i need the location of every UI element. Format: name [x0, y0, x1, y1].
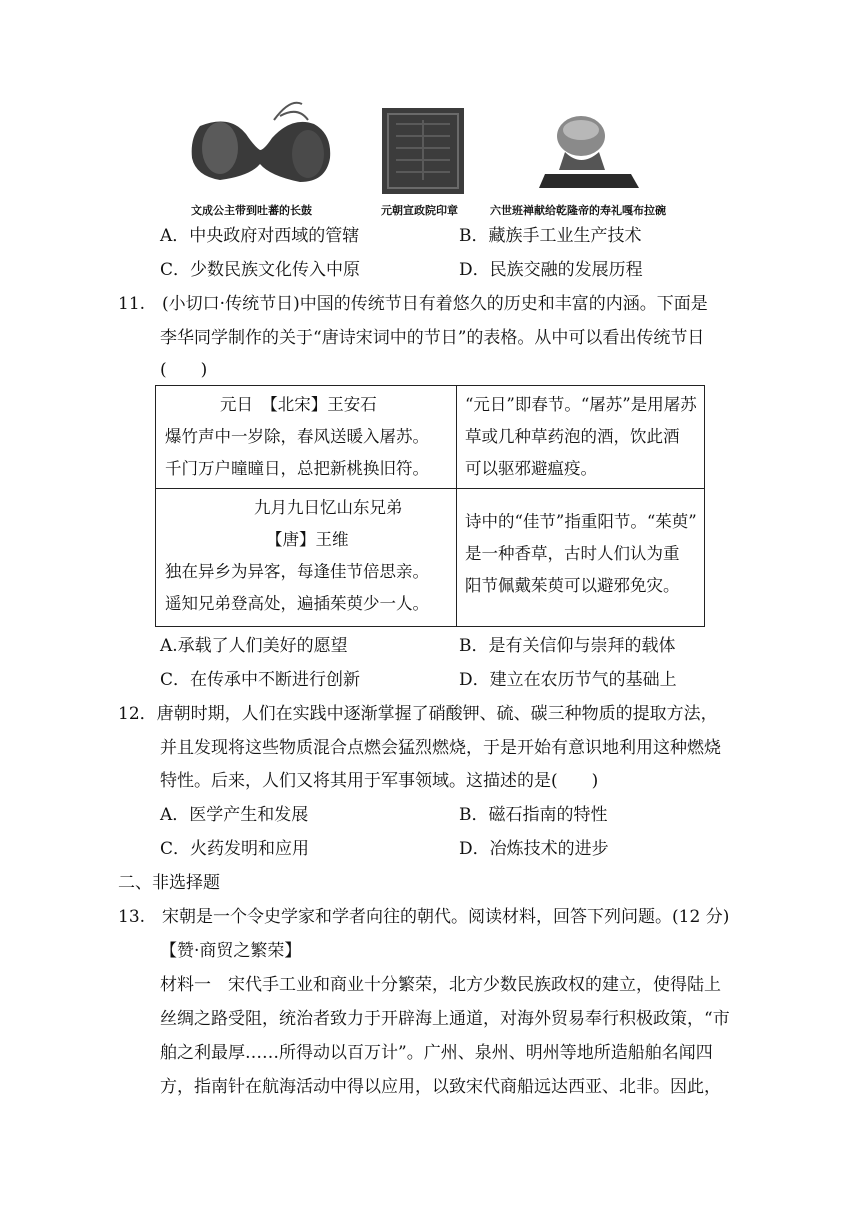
q12-option-d[interactable]: D．冶炼技术的进步: [459, 839, 609, 859]
note-yuanri-line1: “元日”即春节。“屠苏”是用屠苏: [465, 395, 697, 414]
table-cell-yuanri-note: [457, 386, 705, 489]
note-chongyang-line2: 是一种香草，古时人们认为重: [465, 544, 680, 563]
image-caption-drum: 文成公主带到吐蕃的长鼓: [191, 204, 312, 217]
q13-material-line1: 材料一 宋代手工业和商业十分繁荣，北方少数民族政权的建立，使得陆上: [160, 975, 721, 995]
q10-option-b[interactable]: B．藏族手工业生产技术: [459, 226, 642, 246]
table-cell-chongyang-note: [457, 489, 705, 627]
poem-yuanri-line1: 爆竹声中一岁除，春风送暖入屠苏。: [165, 427, 429, 446]
q12-stem-line3: 特性。后来，人们又将其用于军事领域。这描述的是( ): [160, 771, 599, 791]
kapala-bowl-photo: [535, 108, 645, 196]
note-yuanri-line2: 草或几种草药泡的酒，饮此酒: [465, 427, 680, 446]
q11-stem-line2: 李华同学制作的关于“唐诗宋词中的节日”的表格。从中可以看出传统节日: [160, 328, 705, 348]
q11-option-a[interactable]: A.承载了人们美好的愿望: [160, 636, 348, 656]
q11-option-b[interactable]: B．是有关信仰与崇拜的载体: [459, 636, 676, 656]
q10-option-a[interactable]: A．中央政府对西域的管辖: [160, 226, 360, 246]
image-caption-seal: 元朝宣政院印章: [381, 204, 458, 217]
festival-poem-table: [155, 385, 705, 627]
q11-option-d[interactable]: D．建立在农历节气的基础上: [459, 670, 677, 690]
yuan-seal-photo: [380, 106, 466, 196]
q12-option-b[interactable]: B．磁石指南的特性: [459, 805, 608, 825]
poem-chongyang-line2: 遥知兄弟登高处，遍插茱萸少一人。: [165, 594, 429, 613]
q13-heading: 【赞·商贸之繁荣】: [160, 941, 302, 961]
table-cell-yuanri-poem: [156, 386, 457, 489]
q13-material-line4: 方，指南针在航海活动中得以应用，以致宋代商船远达西亚、北非。因此，: [160, 1077, 721, 1097]
note-chongyang-line1: 诗中的“佳节”指重阳节。“茱萸”: [465, 512, 697, 531]
q13-material-line2: 丝绸之路受阻，统治者致力于开辟海上通道，对海外贸易奉行积极政策，“市: [160, 1009, 730, 1029]
q13-stem: 13. 宋朝是一个令史学家和学者向往的朝代。阅读材料，回答下列问题。(12 分): [118, 907, 730, 927]
note-chongyang-line3: 阳节佩戴茱萸可以避邪免灾。: [465, 576, 680, 595]
q11-stem-line1: 11. (小切口·传统节日)中国的传统节日有着悠久的历史和丰富的内涵。下面是: [118, 294, 708, 314]
table-cell-chongyang-poem: [156, 489, 457, 627]
q11-stem-line3: ( ): [160, 360, 208, 380]
q13-material-line3: 舶之利最厚……所得动以百万计”。广州、泉州、明州等地所造船舶名闻四: [160, 1043, 713, 1063]
q10-option-c[interactable]: C．少数民族文化传入中原: [160, 260, 361, 280]
q11-option-c[interactable]: C．在传承中不断进行创新: [160, 670, 361, 690]
q12-stem-line1: 12．唐朝时期，人们在实践中逐渐掌握了硝酸钾、硫、碳三种物质的提取方法，: [118, 704, 718, 724]
poem-yuanri-line2: 千门万户曈曈日，总把新桃换旧符。: [165, 459, 429, 478]
note-yuanri-line3: 可以驱邪避瘟疫。: [465, 459, 597, 478]
poem-chongyang-title: 九月九日忆山东兄弟: [254, 498, 403, 517]
poem-chongyang-author: 【唐】王维: [266, 530, 349, 549]
long-drum-photo: [180, 98, 340, 198]
q10-option-d[interactable]: D．民族交融的发展历程: [459, 260, 643, 280]
poem-yuanri-title: 元日 【北宋】王安石: [220, 395, 377, 414]
poem-chongyang-line1: 独在异乡为异客，每逢佳节倍思亲。: [165, 562, 429, 581]
q12-stem-line2: 并且发现将这些物质混合点燃会猛烈燃烧，于是开始有意识地利用这种燃烧: [160, 738, 721, 758]
q12-option-a[interactable]: A．医学产生和发展: [160, 805, 309, 825]
section-heading-non-choice: 二、非选择题: [118, 873, 220, 893]
image-caption-bowl: 六世班禅献给乾隆帝的寿礼嘎布拉碗: [490, 204, 666, 217]
q12-option-c[interactable]: C．火药发明和应用: [160, 839, 310, 859]
